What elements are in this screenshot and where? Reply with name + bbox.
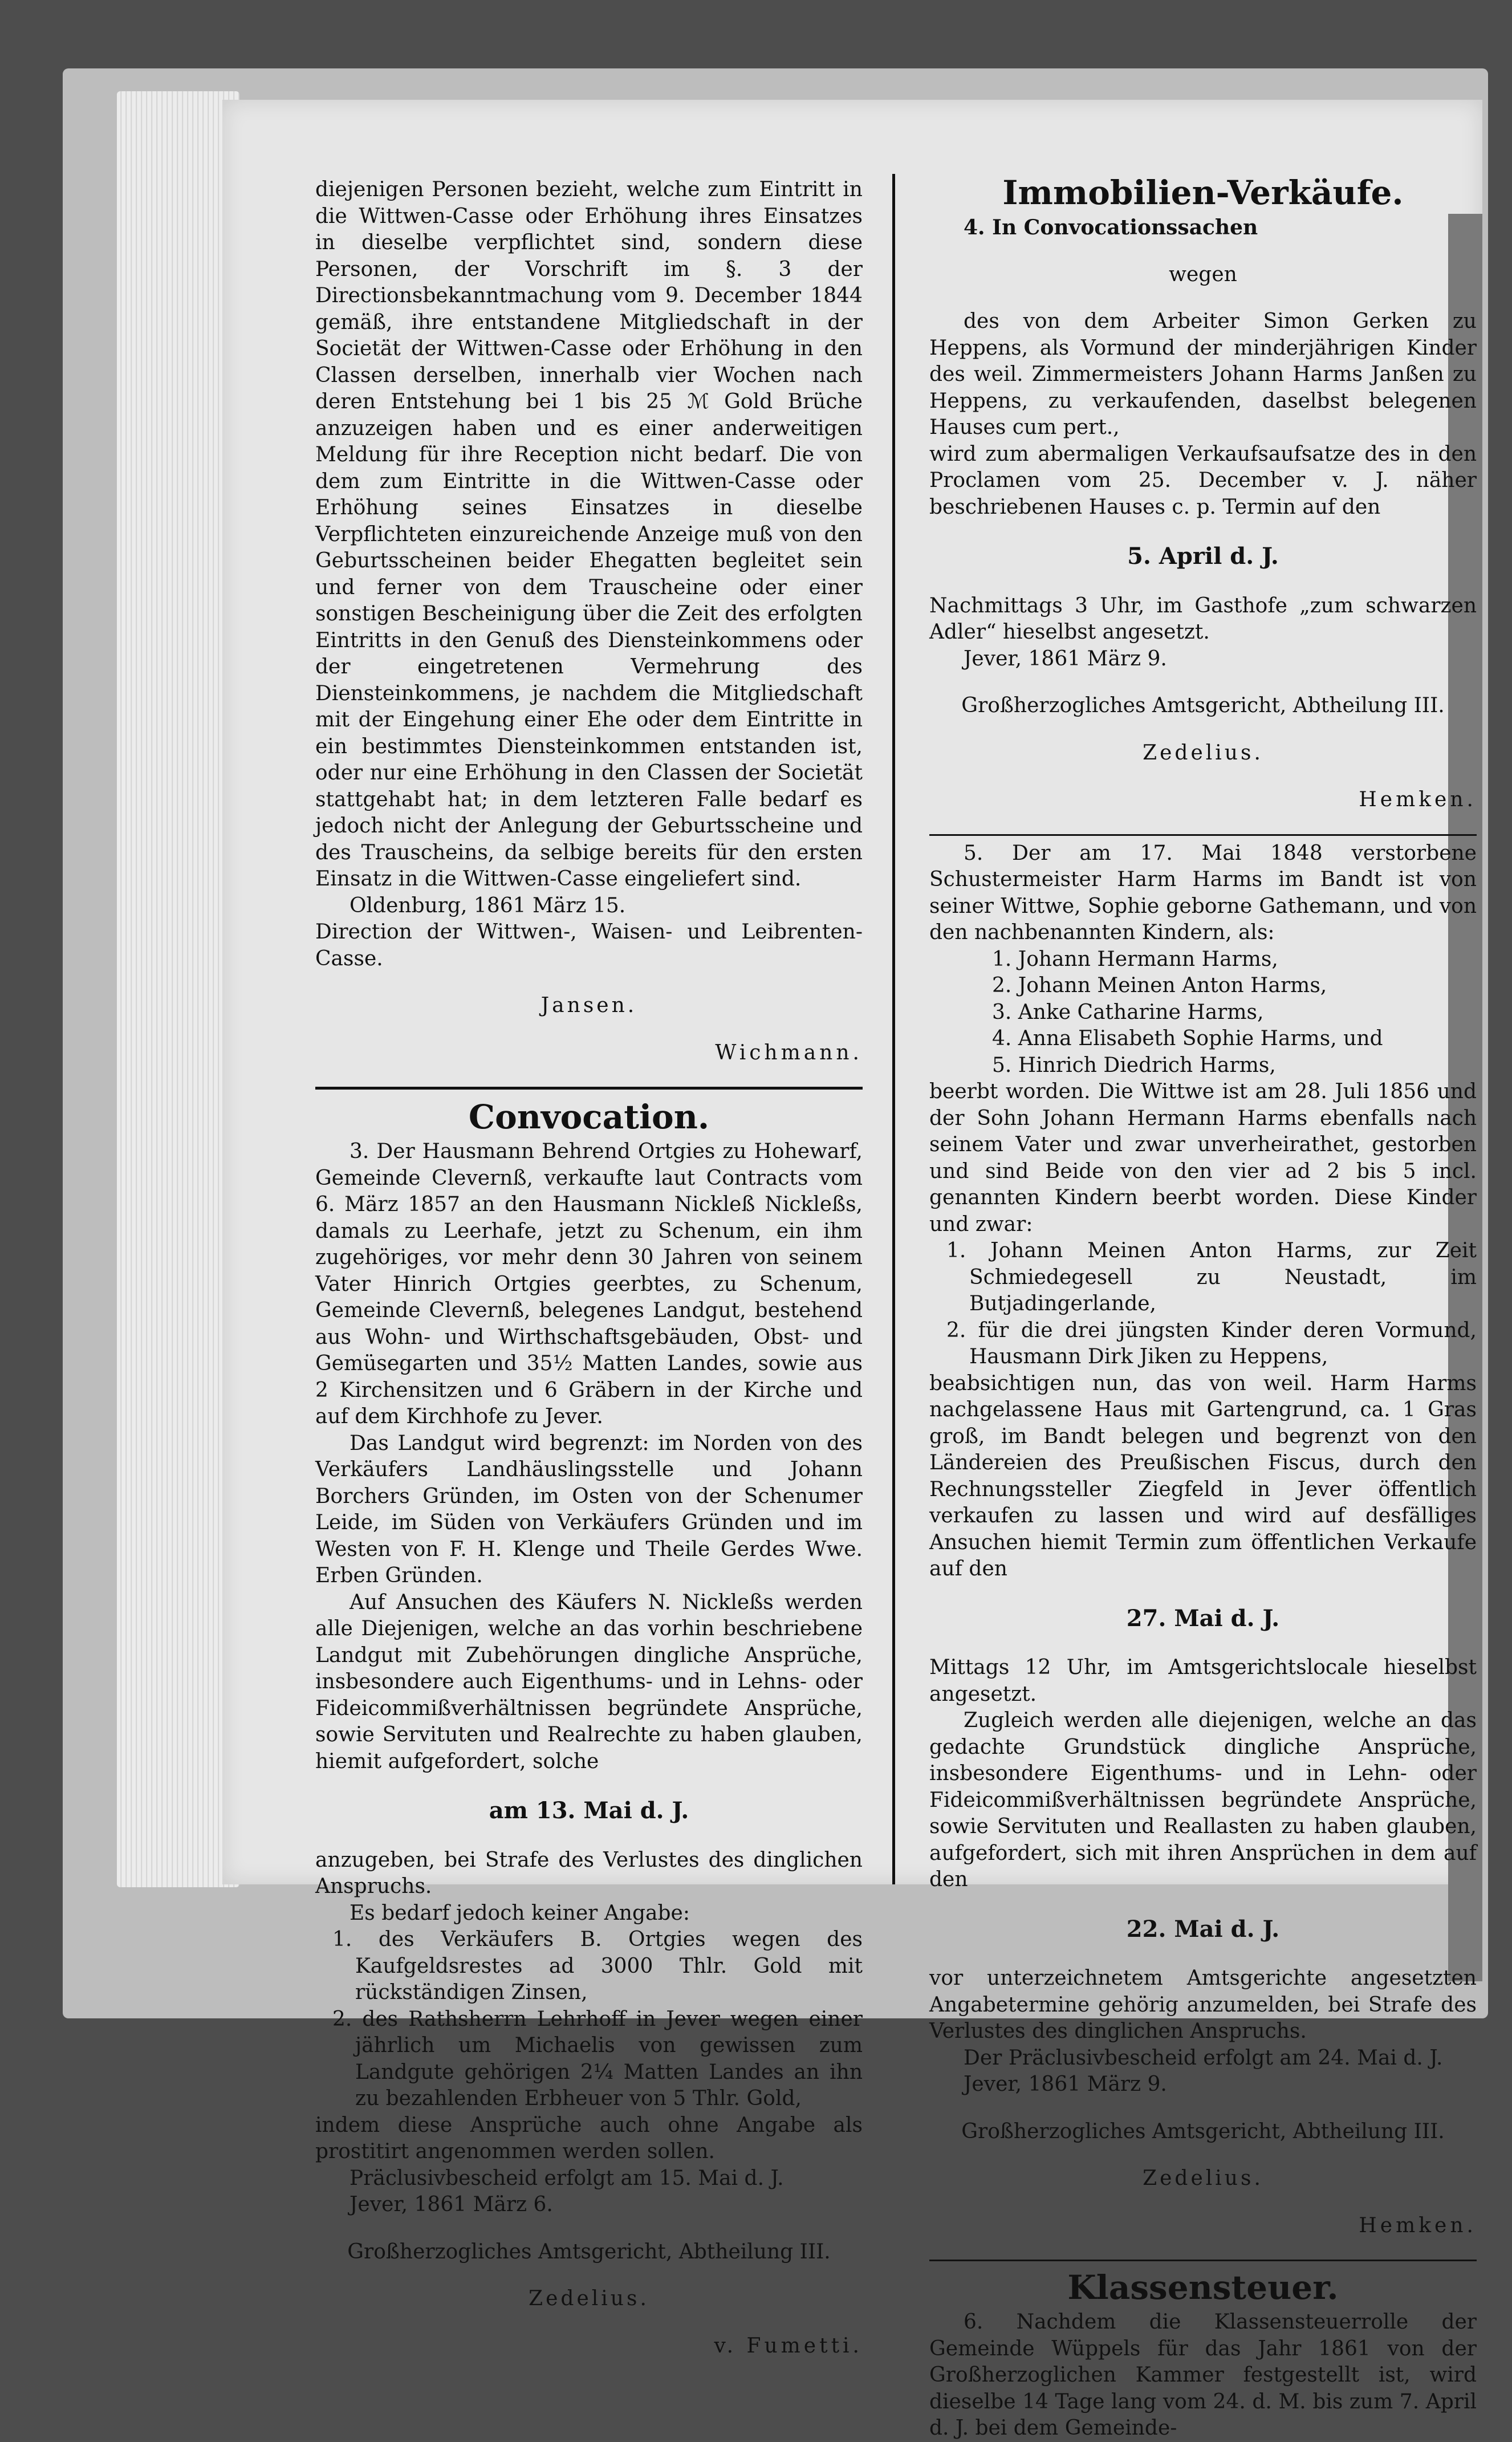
paragraph: anzugeben, bei Strafe des Verlustes des dinglichen Anspruchs.	[315, 1848, 863, 1898]
paragraph: Nachmittags 3 Uhr, im Gasthofe „zum schwarzen Adler“ hieselbst angesetzt.	[929, 594, 1477, 644]
list-item: 2. für die drei jüngsten Kinder deren Vormund, Hausmann Dirk Jiken zu Heppens,	[946, 1318, 1477, 1368]
signature: v. Fumetti.	[714, 2334, 863, 2358]
signature: Hemken.	[1359, 788, 1477, 811]
kids-list	[929, 946, 1477, 1079]
term-date: 22. Mai d. J.	[1126, 1915, 1280, 1943]
paragraph: 4. In Convocationssachen	[964, 216, 1258, 239]
list-item: 1. Johann Hermann Harms,	[992, 947, 1278, 971]
section-rule	[315, 1087, 863, 1090]
signature: Zedelius.	[1143, 741, 1263, 765]
authority: Großherzogliches Amtsgericht, Abtheilung III.	[961, 694, 1445, 717]
section-rule	[929, 2260, 1477, 2261]
place-date: Oldenburg, 1861 März 15.	[349, 893, 626, 917]
right-column	[929, 171, 1477, 2442]
paragraph: 6. Nachdem die Klassensteuerrolle der Gemeinde Wüppels für das Jahr 1861 von der Großherzoglichen Kammer festgestellt ist, wird dieselbe 14 Tage lang vom 24. d. M. bis zum 7. April d. J. bei dem Gemeinde-	[929, 2310, 1477, 2440]
term-date: 27. Mai d. J.	[1126, 1604, 1280, 1632]
paragraph: 3. Der Hausmann Behrend Ortgies zu Hohewarf, Gemeinde Clevernß, verkaufte laut Contracts vom 6. März 1857 an den Hausmann Nickleß Nickleßs, damals zu Leerhafe, jetzt zu Schenum, ein ihm zugehöriges, vor mehr denn 30 Jahren von seinem Vater Hinrich Ortgies geerbtes, zu Schenum, Gemeinde Clevernß, belegenes Landgut, bestehend aus Wohn- und Wirthschaftsgebäuden, Obst- und Gemüsegarten und 35½ Matten Landes, sowie aus 2 Kirchensitzen und 6 Gräbern in der Kirche und auf dem Kirchhofe zu Jever.	[315, 1140, 863, 1428]
page-edges	[117, 91, 239, 1887]
list-item: 1. des Verkäufers B. Ortgies wegen des Kaufgeldsrestes ad 3000 Thlr. Gold mit rückständigen Zinsen,	[332, 1928, 863, 2004]
left-column	[315, 177, 863, 2380]
paragraph: Zugleich werden alle diejenigen, welche an das gedachte Grundstück dingliche Ansprüche, insbesondere Eigenthums- und in Lehn- oder Fideicommißverhältnissen begründete Ansprüche, sowie Servituten und Reallasten zu haben glauben, aufgefordert, sich mit ihren Ansprüchen in dem auf den	[929, 1709, 1477, 1891]
intro-text: diejenigen Personen bezieht, welche zum Eintritt in die Wittwen-Casse oder Erhöhung ihres Einsatzes in dieselbe verpflichtet sind, sondern diese Personen, der Vorschrift im §. 3 der Directionsbekanntmachung vom 9. December 1844 gemäß, ihre entstandene Mitgliedschaft in der Societät der Wittwen-Casse oder Erhöhung in den Classen derselben, innerhalb vier Wochen nach deren Entstehung bei 1 bis 25 ℳ Gold Brüche anzuzeigen haben und es einer anderweitigen Meldung für ihre Reception nicht bedarf. Die von dem zum Eintritte in die Wittwen-Casse oder Erhöhung seines Einsatzes in dieselbe Verpflichteten einzureichende Anzeige muß von den Geburtsscheinen beider Ehegatten begleitet sein und ferner von dem Trauscheine oder einer sonstigen Bescheinigung über die Zeit des erfolgten Eintritts in den Genuß des Diensteinkommens oder der eingetretenen Vermehrung des Diensteinkommens, je nachdem die Mitgliedschaft mit der Eingehung einer Ehe oder dem Eintritte in ein bestimmtes Diensteinkommen entstanden ist, oder nur eine Erhöhung in den Classen der Societät stattgehabt hat; in dem letzteren Falle bedarf es jedoch nicht der Anlegung der Geburtsscheine und des Trauscheins, da selbige bereits für den ersten Einsatz in die Wittwen-Casse eingeliefert sind.	[315, 178, 863, 891]
signature: Hemken.	[1359, 2213, 1477, 2237]
place-date: Jever, 1861 März 6.	[349, 2193, 553, 2216]
paragraph: Mittags 12 Uhr, im Amtsgerichtslocale hieselbst angesetzt.	[929, 1656, 1477, 1706]
list-item: 5. Hinrich Diedrich Harms,	[992, 1053, 1276, 1077]
paragraph: Präclusivbescheid erfolgt am 15. Mai d. J.	[349, 2166, 784, 2190]
paragraph: Der Präclusivbescheid erfolgt am 24. Mai d. J.	[964, 2046, 1443, 2070]
paragraph: wegen	[1169, 262, 1237, 286]
place-date: Jever, 1861 März 9.	[964, 647, 1167, 671]
paragraph: beerbt worden. Die Wittwe ist am 28. Juli 1856 und der Sohn Johann Hermann Harms ebenfalls nach seinem Vater und zwar unverheirathet, gestorben und sind Beide von den vier ad 2 bis 5 incl. genannten Kindern beerbt worden. Diese Kinder und zwar:	[929, 1080, 1477, 1236]
term-date: 5. April d. J.	[1127, 543, 1279, 570]
paragraph: 5. Der am 17. Mai 1848 verstorbene Schustermeister Harm Harms im Bandt ist von seiner Wittwe, Sophie geborne Gathemann, und von den nachbenannten Kindern, als:	[929, 841, 1477, 944]
signature: Zedelius.	[1143, 2167, 1263, 2190]
paragraph: Das Landgut wird begrenzt: im Norden von des Verkäufers Landhäuslingsstelle und Johann Borchers Gründen, im Osten von der Schenumer Leide, im Süden von Verkäufers Gründen und im Westen von F. H. Klenge und Theile Gerdes Wwe. Erben Gründen.	[315, 1431, 863, 1587]
list-item: 1. Johann Meinen Anton Harms, zur Zeit Schmiedegesell zu Neustadt, im Butjadingerlande,	[946, 1239, 1477, 1315]
paragraph: Es bedarf jedoch keiner Angabe:	[349, 1901, 690, 1925]
section-rule	[929, 834, 1477, 836]
paragraph: indem diese Ansprüche auch ohne Angabe als prostitirt angenommen werden sollen.	[315, 2113, 863, 2163]
list-item: 4. Anna Elisabeth Sophie Harms, und	[992, 1027, 1383, 1050]
authority: Direction der Wittwen-, Waisen- und Leibrenten-Casse.	[315, 920, 863, 970]
paragraph: des von dem Arbeiter Simon Gerken zu Heppens, als Vormund der minderjährigen Kinder des weil. Zimmermeisters Johann Harms Janßen zu Heppens, zu verkaufenden, daselbst belegenen Hauses cum pert.,	[929, 310, 1477, 439]
signature: Zedelius.	[529, 2287, 649, 2310]
signature: Wichmann.	[715, 1041, 863, 1064]
paragraph: beabsichtigen nun, das von weil. Harm Harms nachgelassene Haus mit Gartengrund, ca. 1 Gras groß, im Bandt belegen und begrenzt von den Ländereien des Preußischen Fiscus, durch den Rechnungssteller Ziegfeld in Jever öffentlich verkaufen zu lassen und wird auf desfälliges Ansuchen hiemit Termin zum öffentlichen Verkaufe auf den	[929, 1371, 1477, 1580]
list-item: 2. des Rathsherrn Lehrhoff in Jever wegen einer jährlich um Michaelis von gewissen zum Landgute gehörigen 2¼ Matten Landes an ihn zu bezahlenden Erbheuer von 5 Thlr. Gold,	[332, 2007, 863, 2110]
paragraph: vor unterzeichnetem Amtsgerichte angesetzten Angabetermine gehörig anzumelden, bei Strafe des Verlustes des dinglichen Anspruchs.	[929, 1966, 1477, 2043]
authority: Großherzogliches Amtsgericht, Abtheilung III.	[961, 2119, 1445, 2143]
section-heading: Convocation.	[468, 1098, 710, 1136]
section-heading: Immobilien-Verkäufe.	[1002, 173, 1404, 212]
column-divider	[892, 174, 895, 1884]
paragraph: Auf Ansuchen des Käufers N. Nickleßs werden alle Diejenigen, welche an das vorhin beschriebene Landgut mit Zubehörungen dingliche Ansprüche, insbesondere auch Eigenthums- und in Lehns- oder Fideicommißverhältnissen begründete Ansprüche, sowie Servituten und Realrechte zu haben glauben, hiemit aufgefordert, solche	[315, 1590, 863, 1773]
authority: Großherzogliches Amtsgericht, Abtheilung III.	[347, 2240, 831, 2264]
paragraph: wird zum abermaligen Verkaufsaufsatze des in den Proclamen vom 25. December v. J. näher beschriebenen Hauses c. p. Termin auf den	[929, 442, 1477, 519]
list-item: 3. Anke Catharine Harms,	[992, 1000, 1264, 1024]
place-date: Jever, 1861 März 9.	[964, 2073, 1167, 2096]
signature: Jansen.	[540, 994, 637, 1017]
term-date: am 13. Mai d. J.	[489, 1797, 689, 1824]
section-heading: Klassensteuer.	[1067, 2268, 1339, 2307]
list-item: 2. Johann Meinen Anton Harms,	[992, 974, 1327, 997]
